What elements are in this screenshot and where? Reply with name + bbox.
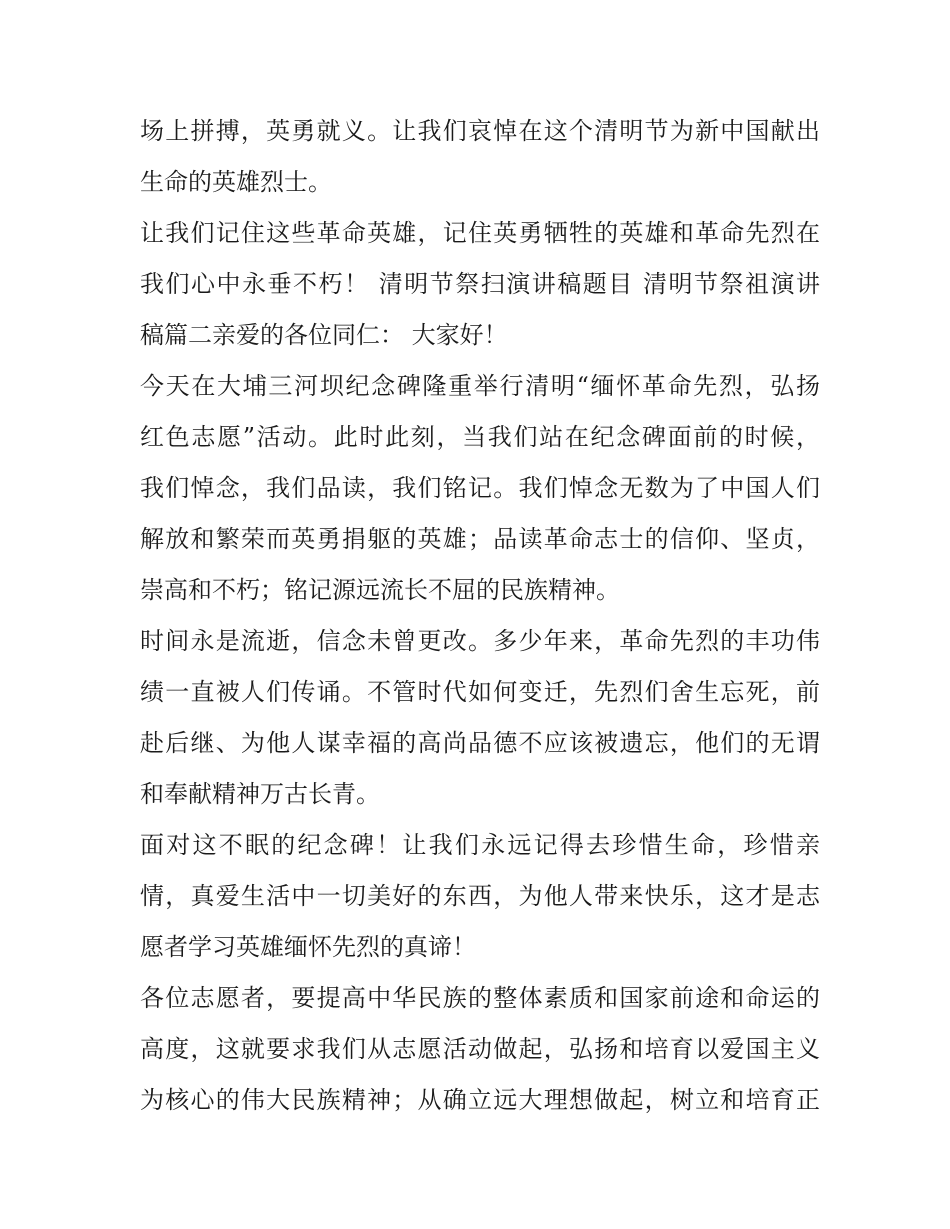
text-line: 解放和繁荣而英勇捐躯的英雄；品读革命志士的信仰、坚贞， bbox=[140, 525, 820, 553]
text-line: 为核心的伟大民族精神；从确立远大理想做起，树立和培育正 bbox=[140, 1086, 820, 1114]
text-line: 我们心中永垂不朽！ 清明节祭扫演讲稿题目 清明节祭祖演讲 bbox=[140, 270, 820, 298]
text-line: 崇高和不朽；铭记源远流长不屈的民族精神。 bbox=[140, 576, 620, 604]
text-line: 让我们记住这些革命英雄，记住英勇牺牲的英雄和革命先烈在 bbox=[140, 219, 820, 247]
text-line: 各位志愿者，要提高中华民族的整体素质和国家前途和命运的 bbox=[140, 984, 820, 1012]
text-line: 情，真爱生活中一切美好的东西，为他人带来快乐，这才是志 bbox=[140, 882, 820, 910]
text-line: 赴后继、为他人谋幸福的高尚品德不应该被遗忘，他们的无谓 bbox=[140, 729, 820, 757]
text-line: 场上拼搏，英勇就义。让我们哀悼在这个清明节为新中国献出 bbox=[140, 117, 820, 145]
text-line: 面对这不眠的纪念碑！让我们永远记得去珍惜生命，珍惜亲 bbox=[140, 831, 820, 859]
text-line: 时间永是流逝，信念未曾更改。多少年来，革命先烈的丰功伟 bbox=[140, 627, 820, 655]
text-line: 绩一直被人们传诵。不管时代如何变迁，先烈们舍生忘死，前 bbox=[140, 678, 820, 706]
text-line: 今天在大埔三河坝纪念碑隆重举行清明“缅怀革命先烈，弘扬 bbox=[140, 372, 820, 400]
text-line: 和奉献精神万古长青。 bbox=[140, 780, 380, 808]
text-line: 生命的英雄烈士。 bbox=[140, 168, 332, 196]
document-body bbox=[140, 106, 820, 1126]
text-line: 高度，这就要求我们从志愿活动做起，弘扬和培育以爱国主义 bbox=[140, 1035, 820, 1063]
text-line: 我们悼念，我们品读，我们铭记。我们悼念无数为了中国人们 bbox=[140, 474, 820, 502]
text-line: 红色志愿”活动。此时此刻，当我们站在纪念碑面前的时候， bbox=[140, 423, 820, 451]
text-line: 稿篇二亲爱的各位同仁： 大家好！ bbox=[140, 321, 508, 349]
text-line: 愿者学习英雄缅怀先烈的真谛！ bbox=[140, 933, 476, 961]
